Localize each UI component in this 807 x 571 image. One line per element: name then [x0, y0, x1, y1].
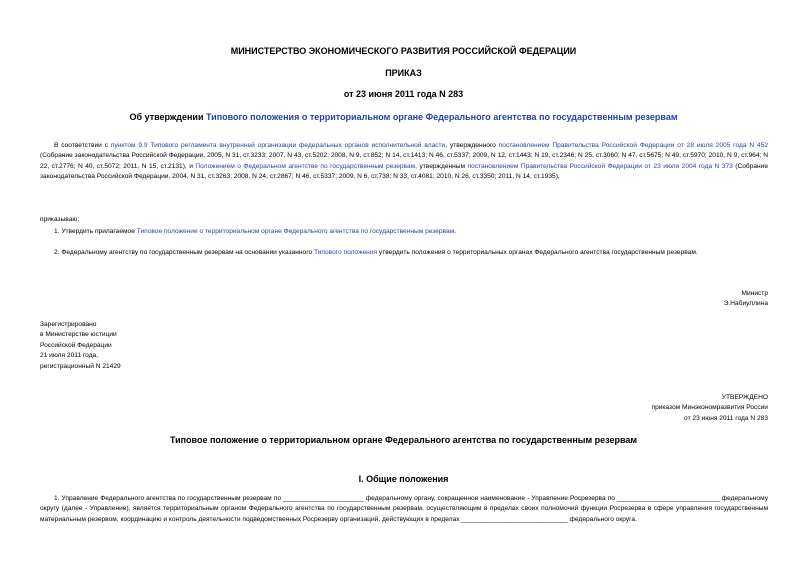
order-item-2-text: 2. Федеральному агентству по государственным резервам на основании указанного [54, 249, 314, 256]
prikazyvayu: приказываю: [40, 216, 80, 223]
link-agency-regulation[interactable]: Положением о Федеральном агентстве по государственным резервам [195, 162, 416, 170]
order-item-2-suffix: утвердить положения о территориальных органах Федерального агентства государственным резервам. [377, 249, 698, 256]
ministry-heading: МИНИСТЕРСТВО ЭКОНОМИЧЕСКОГО РАЗВИТИЯ РОССИЙСКОЙ ФЕДЕРАЦИИ [230, 46, 577, 56]
order-type: ПРИКАЗ [385, 68, 422, 78]
link-typical-regulation[interactable]: пунктом 9.9 Типового регламента внутренней организации федеральных органов исполнительной власти [110, 142, 446, 149]
order-title-link[interactable]: Типового положения о территориальном органе Федерального агентства по государственным резервам [206, 112, 678, 122]
order-date-number: от 23 июня 2011 года N 283 [343, 89, 464, 99]
order-title-prefix: Об утверждении [129, 112, 206, 122]
section-title: I. Общие положения [358, 474, 449, 484]
signature-block [724, 289, 768, 310]
order-item-1 [54, 227, 768, 237]
order-title [0, 112, 807, 122]
registration-line-4: 21 июля 2011 года, [40, 352, 99, 360]
regulation-paragraph-1: 1. Управление Федерального агентства по государственным резервам по ______________________ федеральному органу, сокращенное наименование - Управление Росрезерва по ____________________________ федеральному округу (далее - Управление), является территориальным органом Федерального агентства по государственным резервам, осуществляющим в пределах своих полномочий функции Росрезерва в сфере управления государственным материальным резервом, координацию и контроль деятельности подведомственных Росрезерву организаций, действующих в пределах _____________________________ федерального округа. [40, 495, 768, 523]
order-item-1-text: 1. Утвердить прилагаемое [54, 228, 137, 235]
approval-line-1: УТВЕРЖДЕНО [721, 394, 768, 401]
signature-position: Министр [741, 290, 768, 297]
order-item-2-link[interactable]: Типового положения [313, 249, 378, 256]
registration-line-3: Российской Федерации [40, 341, 112, 349]
approval-block [652, 393, 769, 424]
registration-line-2: в Министерстве юстиции [40, 331, 117, 339]
regulation-title: Типовое положение о территориальном органе Федерального агентства по государственным резервам [169, 435, 638, 445]
order-item-1-suffix: . [454, 228, 457, 235]
preamble-text-3: (Собрание законодательства Российской Федерации, 2005, N 31, ст.3233; 2007, N 43, ст.5202; 2008, N 9, ст.852; N 14, ст.1413; N 46, ст.5337; 2009, N 12, ст.1443; N 19, ст.2346; N 25, ст.3060; N 47, ст.5675; N 49, ст.5970; 2010, N 9, ст.964; N 22, ст.2776; N 40, ст.5072; 2011, N 15, ст.2131), и [40, 152, 768, 170]
link-resolution-373[interactable]: постановлением Правительства Российской Федерации от 23 июля 2004 года N 373 [467, 162, 733, 170]
preamble-text-2: , утвержденного [445, 142, 499, 149]
order-item-2 [54, 248, 768, 258]
preamble-paragraph [40, 141, 768, 183]
preamble-text-1: В соответствии с [54, 142, 111, 149]
approval-line-3: от 23 июня 2011 года N 283 [684, 414, 768, 422]
approval-line-2: приказом Минэкономразвития России [651, 404, 768, 412]
preamble-text-5: (Собрание законодательства Российской Федерации, 2004, N 31, ст.3263; 2008, N 24, ст.2867; N 46, ст.5337; 2009, N 6, ст.738; N 33, ст.4081; 2010, N 26, ст.3350; 2011, N 14, ст.1935), [40, 162, 769, 181]
registration-line-5: регистрационный N 21429 [40, 362, 121, 370]
order-item-1-link[interactable]: Типовое положение о территориальном органе Федерального агентства по государственным резервам [136, 228, 455, 235]
registration-line-1: Зарегистрировано [40, 321, 97, 328]
registration-block [40, 320, 121, 372]
signature-name: Э.Набиуллина [723, 300, 768, 308]
link-resolution-452[interactable]: постановлением Правительства Российской Федерации от 28 июля 2005 года N 452 [498, 142, 768, 149]
preamble-text-4: , утвержденным [415, 162, 468, 170]
